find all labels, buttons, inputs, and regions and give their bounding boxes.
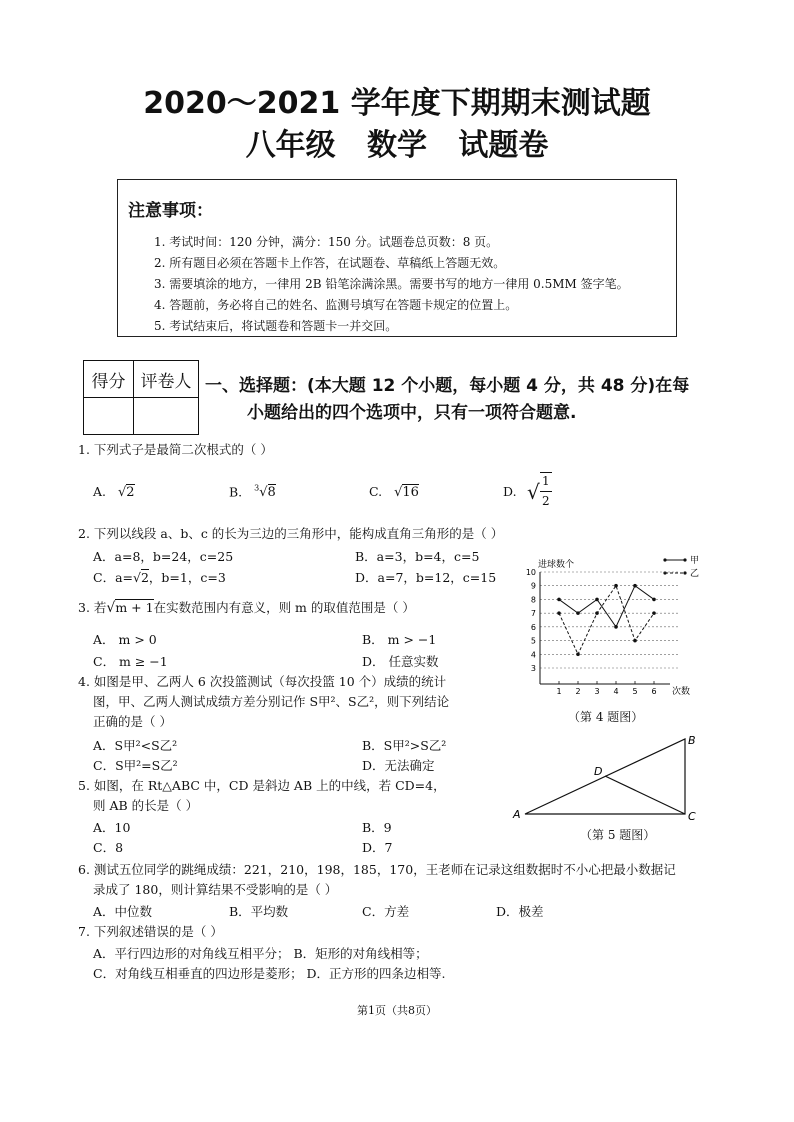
y-tick-label: 3 xyxy=(530,664,536,673)
q4-line2: 图，甲、乙两人测试成绩方差分别记作 S甲²、S乙²，则下列结论 xyxy=(93,694,450,709)
q2-option-a: A．a=8，b=24，c=25 xyxy=(93,549,234,564)
q4-line1: 4. 如图是甲、乙两人 6 次投篮测试（每次投篮 10 个）成绩的统计 xyxy=(78,674,447,689)
data-point-yi xyxy=(557,611,561,615)
q1-option-d-denominator: 2 xyxy=(542,494,550,508)
q7-stem: 7. 下列叙述错误的是（ ） xyxy=(78,924,223,939)
data-point-yi xyxy=(576,652,580,656)
series-line-jia xyxy=(559,586,654,627)
q2-option-d: D．a=7，b=12，c=15 xyxy=(355,570,497,585)
data-point-jia xyxy=(595,598,599,602)
median-cd xyxy=(605,776,685,814)
q2-option-c-prefix: C．a= xyxy=(93,570,133,585)
q3-option-b: B． m > −1 xyxy=(362,632,437,647)
q4-option-d: D．无法确定 xyxy=(362,758,435,773)
data-point-yi xyxy=(652,611,656,615)
q4-option-a: A．S甲²<S乙² xyxy=(93,738,178,753)
x-tick-label: 6 xyxy=(651,687,657,696)
q4-option-b: B．S甲²>S乙² xyxy=(362,738,447,753)
score-table xyxy=(83,360,199,435)
page-subtitle: 八年级 数学 试题卷 xyxy=(245,128,549,163)
q3-option-c: C． m ≥ −1 xyxy=(93,654,168,669)
q5-line1: 5. 如图，在 Rt△ABC 中，CD 是斜边 AB 上的中线，若 CD=4， xyxy=(78,778,446,793)
y-tick-label: 6 xyxy=(530,622,536,632)
data-point-yi xyxy=(633,639,637,643)
grader-header: 评卷人 xyxy=(134,361,199,398)
q3-option-d: D． 任意实数 xyxy=(362,654,439,669)
score-cell xyxy=(84,398,134,435)
x-tick-label: 4 xyxy=(613,687,619,696)
page-footer: 第1页（共8页） xyxy=(357,1004,437,1017)
q6-line1: 6. 测试五位同学的跳绳成绩：221，210，198，185，170，王老师在记录这组数据时不小心把最小数据记 xyxy=(78,862,676,877)
data-point-jia xyxy=(557,598,561,602)
y-tick-label: 9 xyxy=(530,581,536,591)
q1-option-c-label: C. xyxy=(369,484,383,499)
q2-option-c-suffix: ，b=1，c=3 xyxy=(148,570,226,585)
chart-ylabel: 进球数个 xyxy=(538,560,575,570)
legend-yi xyxy=(663,568,699,579)
q6-line2: 录成了 180，则计算结果不受影响的是（ ） xyxy=(93,882,338,897)
q2-option-c-radicand: 2 xyxy=(140,570,149,585)
notice-list xyxy=(154,232,629,337)
q1-stem: 1. 下列式子是最简二次根式的（ ） xyxy=(78,442,273,457)
q5-caption: （第 5 题图） xyxy=(580,828,656,842)
legend-yi-label: 乙 xyxy=(690,569,700,579)
section-heading-line1: 一、选择题：(本大题 12 个小题，每小题 4 分，共 48 分)在每 xyxy=(205,376,690,396)
series-line-yi xyxy=(559,586,654,655)
q1-option-a-label: A. xyxy=(93,484,107,499)
notice-item: 3. 需要填涂的地方，一律用 2B 铅笔涂满涂黑。需要书写的地方一律用 0.5MM 签字笔。 xyxy=(154,277,629,291)
data-point-yi xyxy=(614,584,618,588)
q5-line2: 则 AB 的长是（ ） xyxy=(93,798,199,813)
q3-radicand: m + 1 xyxy=(115,600,154,615)
q4-line3: 正确的是（ ） xyxy=(93,714,172,729)
q4-chart xyxy=(510,552,710,700)
y-tick-label: 8 xyxy=(530,595,536,605)
data-point-jia xyxy=(652,598,656,602)
q7-options-cd: C．对角线互相垂直的四边形是菱形； D．正方形的四条边相等. xyxy=(93,966,446,981)
y-tick-label: 5 xyxy=(530,636,536,646)
notice-item: 2. 所有题目必须在答题卡上作答，在试题卷、草稿纸上答题无效。 xyxy=(154,256,506,270)
x-tick-label: 3 xyxy=(594,687,600,696)
q1-option-a: A. √2 xyxy=(93,484,135,500)
legend-jia xyxy=(663,555,699,566)
y-tick-label: 4 xyxy=(530,650,536,660)
x-tick-label: 1 xyxy=(556,687,562,696)
q1-option-d-label: D. xyxy=(503,484,517,499)
q5-figure xyxy=(505,728,710,826)
notice-heading: 注意事项： xyxy=(128,201,213,221)
point-c-label: C xyxy=(688,810,696,823)
q2-stem: 2. 下列以线段 a、b、c 的长为三边的三角形中，能构成直角三角形的是（ ） xyxy=(78,526,504,541)
q2-option-c: C．a=√2，b=1，c=3 xyxy=(93,570,226,585)
q5-option-b: B．9 xyxy=(362,820,392,835)
q6-option-d: D．极差 xyxy=(496,904,544,919)
section-heading xyxy=(205,373,725,427)
q1-option-b-radicand: 8 xyxy=(267,485,276,501)
notice-item: 5. 考试结束后，将试题卷和答题卡一并交回。 xyxy=(154,319,398,333)
q1-option-c-radicand: 16 xyxy=(402,485,419,500)
notice-item: 1. 考试时间：120 分钟，满分：150 分。试题卷总页数：8 页。 xyxy=(154,235,499,249)
q6-option-c: C．方差 xyxy=(362,904,410,919)
q1-option-b: B. $^3$√8 xyxy=(229,484,276,501)
data-point-yi xyxy=(595,611,599,615)
q3-stem-suffix: 在实数范围内有意义，则 m 的取值范围是（ ） xyxy=(153,600,415,615)
q7-options-ab: A．平行四边形的对角线互相平分； B．矩形的对角线相等； xyxy=(93,946,428,961)
q6-option-b: B．平均数 xyxy=(229,904,289,919)
notice-box xyxy=(117,179,677,337)
q5-option-d: D．7 xyxy=(362,840,393,855)
x-tick-label: 2 xyxy=(575,687,581,696)
q1-option-b-label: B. xyxy=(229,484,243,500)
q3-stem-prefix: 3. 若 xyxy=(78,600,107,615)
q1-option-c: C. √16 xyxy=(369,484,419,500)
q5-option-c: C．8 xyxy=(93,840,124,855)
q4-caption: （第 4 题图） xyxy=(568,710,644,724)
q1-option-a-radicand: 2 xyxy=(126,485,135,500)
section-heading-line2: 小题给出的四个选项中，只有一项符合题意. xyxy=(247,403,577,423)
data-point-jia xyxy=(576,611,580,615)
data-point-jia xyxy=(614,625,618,629)
data-point-jia xyxy=(633,584,637,588)
q2-option-b: B．a=3，b=4，c=5 xyxy=(355,549,480,564)
notice-item: 4. 答题前，务必将自己的姓名、监测号填写在答题卡规定的位置上。 xyxy=(154,298,518,312)
score-header: 得分 xyxy=(84,361,134,398)
q4-option-c: C．S甲²=S乙² xyxy=(93,758,178,773)
y-tick-label: 7 xyxy=(530,609,536,619)
q1-option-d-numerator: 1 xyxy=(542,474,550,488)
page-title: 2020～2021 学年度下期期末测试题 xyxy=(143,86,651,121)
x-tick-label: 5 xyxy=(632,687,638,696)
point-d-label: D xyxy=(594,765,603,778)
legend-jia-label: 甲 xyxy=(690,556,700,566)
chart-xlabel: 次数 xyxy=(672,687,691,697)
point-a-label: A xyxy=(513,808,521,821)
q3-stem: 3. 若√m + 1在实数范围内有意义，则 m 的取值范围是（ ） xyxy=(78,600,415,616)
grader-cell xyxy=(134,398,199,435)
q3-option-a: A． m > 0 xyxy=(93,632,157,647)
point-b-label: B xyxy=(688,734,696,747)
y-tick-label: 10 xyxy=(525,568,536,577)
q6-option-a: A．中位数 xyxy=(93,904,153,919)
q5-option-a: A．10 xyxy=(93,820,131,835)
